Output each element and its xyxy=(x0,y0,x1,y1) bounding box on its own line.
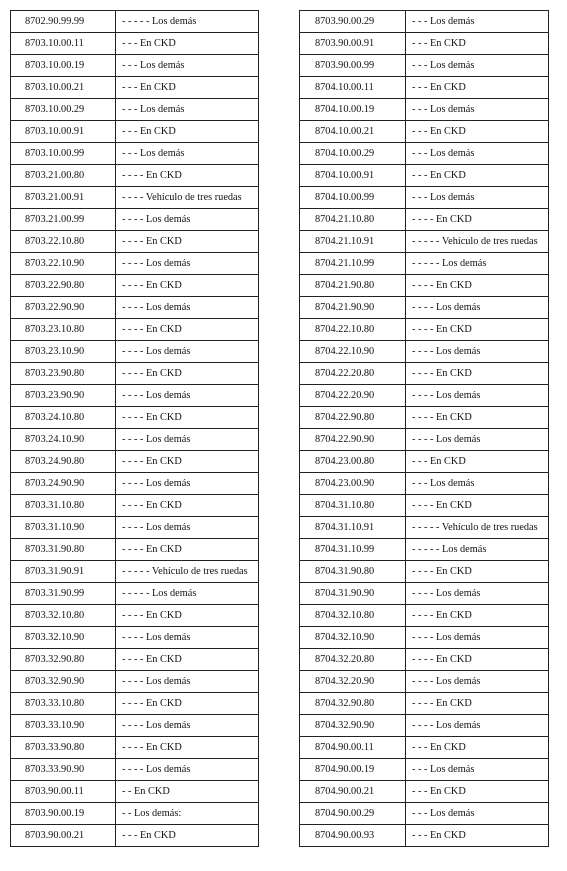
tariff-code: 8704.23.00.90 xyxy=(300,473,406,495)
tariff-code: 8704.31.90.90 xyxy=(300,583,406,605)
tariff-description: - - - - En CKD xyxy=(406,319,549,341)
tariff-description: - - - - Los demás xyxy=(406,627,549,649)
tariff-description: - - - - - Los demás xyxy=(116,583,259,605)
table-row xyxy=(300,693,549,715)
table-row xyxy=(300,165,549,187)
table-row xyxy=(11,495,259,517)
table-row xyxy=(11,385,259,407)
tariff-description: - - - - En CKD xyxy=(406,649,549,671)
tariff-description: - - - - En CKD xyxy=(116,407,259,429)
tariff-description: - - - Los demás xyxy=(406,187,549,209)
table-row xyxy=(11,55,259,77)
tariff-code: 8703.10.00.99 xyxy=(11,143,116,165)
tariff-code: 8703.31.90.80 xyxy=(11,539,116,561)
tariff-code: 8703.22.10.80 xyxy=(11,231,116,253)
tariff-description: - - - - Los demás xyxy=(116,517,259,539)
table-row xyxy=(300,605,549,627)
table-row xyxy=(11,561,259,583)
tariff-code: 8704.10.00.99 xyxy=(300,187,406,209)
table-row xyxy=(11,77,259,99)
table-row xyxy=(11,693,259,715)
tariff-code: 8703.21.00.80 xyxy=(11,165,116,187)
tariff-description: - - - En CKD xyxy=(406,825,549,847)
tariff-description: - - - En CKD xyxy=(406,77,549,99)
table-row xyxy=(11,187,259,209)
table-row xyxy=(11,165,259,187)
tariff-code: 8703.22.90.80 xyxy=(11,275,116,297)
table-row xyxy=(300,649,549,671)
tariff-code: 8703.23.90.90 xyxy=(11,385,116,407)
tariff-code: 8704.31.10.91 xyxy=(300,517,406,539)
tariff-description: - - - Los demás xyxy=(406,55,549,77)
tariff-code: 8703.31.90.99 xyxy=(11,583,116,605)
tariff-code: 8703.21.00.91 xyxy=(11,187,116,209)
table-row xyxy=(300,385,549,407)
tariff-code: 8703.22.10.90 xyxy=(11,253,116,275)
table-row xyxy=(300,187,549,209)
tariff-code: 8703.90.00.29 xyxy=(300,11,406,33)
tariff-description: - - - - Los demás xyxy=(406,429,549,451)
tariff-description: - - - - Los demás xyxy=(116,715,259,737)
tariff-description: - - - - En CKD xyxy=(406,275,549,297)
tariff-description: - - - - Los demás xyxy=(406,297,549,319)
tariff-description: - - - En CKD xyxy=(406,33,549,55)
tariff-description: - - - - Vehículo de tres ruedas xyxy=(116,187,259,209)
tariff-code: 8704.32.20.80 xyxy=(300,649,406,671)
table-row xyxy=(11,11,259,33)
tariff-code: 8704.90.00.11 xyxy=(300,737,406,759)
tariff-code: 8704.22.20.80 xyxy=(300,363,406,385)
tariff-code: 8704.10.00.11 xyxy=(300,77,406,99)
tariff-description: - - - - En CKD xyxy=(116,649,259,671)
tariff-code: 8703.24.10.80 xyxy=(11,407,116,429)
tariff-description: - - - - Los demás xyxy=(116,385,259,407)
tariff-code: 8704.23.00.80 xyxy=(300,451,406,473)
tariff-code: 8704.32.10.90 xyxy=(300,627,406,649)
table-row xyxy=(11,649,259,671)
tariff-code: 8704.32.90.90 xyxy=(300,715,406,737)
tariff-code: 8703.21.00.99 xyxy=(11,209,116,231)
table-row xyxy=(11,33,259,55)
tariff-description: - - - - Los demás xyxy=(406,583,549,605)
table-row xyxy=(300,737,549,759)
table-row xyxy=(300,275,549,297)
table-row xyxy=(300,407,549,429)
table-row xyxy=(300,583,549,605)
tariff-code: 8704.32.20.90 xyxy=(300,671,406,693)
tariff-description: - - - - Los demás xyxy=(116,627,259,649)
table-row xyxy=(11,759,259,781)
table-row xyxy=(300,231,549,253)
tariff-code: 8703.23.10.90 xyxy=(11,341,116,363)
tariff-code: 8703.90.00.11 xyxy=(11,781,116,803)
table-row xyxy=(11,231,259,253)
tariff-code: 8704.21.10.91 xyxy=(300,231,406,253)
tariff-description: - - - Los demás xyxy=(406,473,549,495)
tariff-table-left-body xyxy=(11,11,259,847)
tariff-description: - - - - Los demás xyxy=(116,759,259,781)
tariff-description: - - - En CKD xyxy=(406,121,549,143)
tariff-description: - - - - En CKD xyxy=(406,693,549,715)
tariff-code: 8703.32.10.80 xyxy=(11,605,116,627)
table-row xyxy=(11,517,259,539)
tariff-code: 8704.90.00.93 xyxy=(300,825,406,847)
table-row xyxy=(300,33,549,55)
tariff-code: 8703.90.00.91 xyxy=(300,33,406,55)
table-row xyxy=(11,715,259,737)
tariff-code: 8704.32.90.80 xyxy=(300,693,406,715)
tariff-description: - - - En CKD xyxy=(116,121,259,143)
tariff-description: - - - En CKD xyxy=(116,825,259,847)
table-row xyxy=(11,473,259,495)
table-row xyxy=(300,99,549,121)
tariff-code: 8703.24.90.90 xyxy=(11,473,116,495)
tariff-code: 8703.33.10.90 xyxy=(11,715,116,737)
tariff-code: 8703.24.10.90 xyxy=(11,429,116,451)
table-row xyxy=(11,825,259,847)
tariff-description: - - - - En CKD xyxy=(116,693,259,715)
tariff-code: 8704.31.10.99 xyxy=(300,539,406,561)
table-row xyxy=(300,627,549,649)
tariff-description: - - - - En CKD xyxy=(406,561,549,583)
tariff-code: 8703.32.90.80 xyxy=(11,649,116,671)
table-row xyxy=(300,55,549,77)
tariff-code: 8704.21.10.80 xyxy=(300,209,406,231)
table-row xyxy=(300,253,549,275)
table-row xyxy=(11,99,259,121)
table-row xyxy=(300,143,549,165)
tariff-description: - - - En CKD xyxy=(406,165,549,187)
table-row xyxy=(11,143,259,165)
tariff-description: - - - Los demás xyxy=(406,759,549,781)
tariff-code: 8704.21.90.80 xyxy=(300,275,406,297)
tariff-table-left xyxy=(10,10,259,847)
table-row xyxy=(300,451,549,473)
table-row xyxy=(300,671,549,693)
tariff-code: 8704.22.20.90 xyxy=(300,385,406,407)
table-row xyxy=(300,209,549,231)
tariff-description: - - - - En CKD xyxy=(116,451,259,473)
tariff-description: - - - En CKD xyxy=(406,451,549,473)
tariff-code: 8704.90.00.19 xyxy=(300,759,406,781)
table-row xyxy=(11,363,259,385)
tariff-code: 8703.90.00.21 xyxy=(11,825,116,847)
tariff-code: 8703.10.00.21 xyxy=(11,77,116,99)
tariff-description: - - - - - Los demás xyxy=(406,539,549,561)
tariff-code: 8704.22.90.90 xyxy=(300,429,406,451)
tariff-description: - - - - En CKD xyxy=(116,495,259,517)
tariff-description: - - - En CKD xyxy=(116,33,259,55)
tariff-code: 8703.90.00.19 xyxy=(11,803,116,825)
tariff-description: - - - - En CKD xyxy=(116,319,259,341)
tariff-code: 8703.31.10.80 xyxy=(11,495,116,517)
table-row xyxy=(11,671,259,693)
tariff-description: - - - - En CKD xyxy=(406,363,549,385)
table-row xyxy=(11,539,259,561)
tariff-code: 8703.33.10.80 xyxy=(11,693,116,715)
tariff-code: 8703.33.90.80 xyxy=(11,737,116,759)
tariff-description: - - - - - Los demás xyxy=(406,253,549,275)
tariff-code: 8702.90.99.99 xyxy=(11,11,116,33)
table-row xyxy=(300,781,549,803)
tariff-code: 8704.10.00.21 xyxy=(300,121,406,143)
tariff-code: 8703.10.00.91 xyxy=(11,121,116,143)
table-row xyxy=(11,209,259,231)
tariff-table-right xyxy=(299,10,549,847)
table-row xyxy=(11,605,259,627)
tariff-description: - - - - Los demás xyxy=(116,473,259,495)
table-row xyxy=(300,121,549,143)
tariff-code: 8703.33.90.90 xyxy=(11,759,116,781)
tariff-code: 8703.90.00.99 xyxy=(300,55,406,77)
tariff-code: 8703.23.90.80 xyxy=(11,363,116,385)
table-row xyxy=(300,561,549,583)
table-row xyxy=(11,121,259,143)
tariff-code: 8704.31.90.80 xyxy=(300,561,406,583)
tariff-description: - - - - En CKD xyxy=(406,407,549,429)
tariff-code: 8703.32.10.90 xyxy=(11,627,116,649)
tariff-code: 8703.22.90.90 xyxy=(11,297,116,319)
tariff-description: - - - - En CKD xyxy=(406,605,549,627)
table-row xyxy=(300,363,549,385)
table-row xyxy=(11,583,259,605)
tariff-code: 8703.32.90.90 xyxy=(11,671,116,693)
tariff-description: - - - Los demás xyxy=(406,99,549,121)
tariff-code: 8703.31.90.91 xyxy=(11,561,116,583)
tariff-code: 8704.90.00.21 xyxy=(300,781,406,803)
table-row xyxy=(11,275,259,297)
table-row xyxy=(11,451,259,473)
tariff-description: - - - En CKD xyxy=(406,781,549,803)
table-row xyxy=(300,759,549,781)
tariff-code: 8704.32.10.80 xyxy=(300,605,406,627)
tariff-description: - - - Los demás xyxy=(406,803,549,825)
tariff-code: 8703.10.00.29 xyxy=(11,99,116,121)
tariff-description: - - - - - Vehículo de tres ruedas xyxy=(406,231,549,253)
tariff-description: - - - En CKD xyxy=(406,737,549,759)
tariff-description: - - - En CKD xyxy=(116,77,259,99)
table-row xyxy=(11,429,259,451)
table-row xyxy=(11,297,259,319)
tariff-code: 8703.10.00.11 xyxy=(11,33,116,55)
tariff-code: 8704.21.90.90 xyxy=(300,297,406,319)
tariff-description: - - - - Los demás xyxy=(406,341,549,363)
table-row xyxy=(300,495,549,517)
tariff-description: - - - - Los demás xyxy=(116,341,259,363)
tariff-code: 8703.10.00.19 xyxy=(11,55,116,77)
table-row xyxy=(11,803,259,825)
tariff-code: 8704.10.00.19 xyxy=(300,99,406,121)
tariff-code: 8704.31.10.80 xyxy=(300,495,406,517)
tariff-description: - - - - Los demás xyxy=(116,429,259,451)
tariff-description: - - - - En CKD xyxy=(116,737,259,759)
table-row xyxy=(11,319,259,341)
table-row xyxy=(11,781,259,803)
tariff-description: - - - Los demás xyxy=(406,143,549,165)
tariff-description: - - - - - Vehículo de tres ruedas xyxy=(406,517,549,539)
tariff-description: - - - Los demás xyxy=(116,55,259,77)
tariff-description: - - - - En CKD xyxy=(116,275,259,297)
table-row xyxy=(300,319,549,341)
tariff-description: - - En CKD xyxy=(116,781,259,803)
tariff-code: 8704.10.00.29 xyxy=(300,143,406,165)
tariff-description: - - - - En CKD xyxy=(116,539,259,561)
tariff-description: - - - Los demás xyxy=(116,99,259,121)
table-row xyxy=(300,517,549,539)
table-row xyxy=(300,11,549,33)
tariff-code: 8704.22.10.80 xyxy=(300,319,406,341)
tariff-description: - - - - Los demás xyxy=(116,209,259,231)
tariff-code: 8704.21.10.99 xyxy=(300,253,406,275)
table-row xyxy=(300,539,549,561)
tariff-description: - - - Los demás xyxy=(406,11,549,33)
tariff-description: - - - - Los demás xyxy=(116,297,259,319)
tariff-code: 8704.10.00.91 xyxy=(300,165,406,187)
table-row xyxy=(11,341,259,363)
tariff-code: 8704.90.00.29 xyxy=(300,803,406,825)
tariff-code: 8704.22.10.90 xyxy=(300,341,406,363)
tariff-description: - - Los demás: xyxy=(116,803,259,825)
table-row xyxy=(300,825,549,847)
tariff-description: - - - - En CKD xyxy=(116,165,259,187)
table-row xyxy=(300,715,549,737)
tariff-description: - - - - En CKD xyxy=(406,495,549,517)
tariff-description: - - - - En CKD xyxy=(116,363,259,385)
tariff-description: - - - - Los demás xyxy=(116,253,259,275)
table-row xyxy=(300,429,549,451)
tariff-table-right-body xyxy=(300,11,549,847)
tariff-description: - - - - Los demás xyxy=(406,671,549,693)
table-row xyxy=(11,737,259,759)
table-row xyxy=(11,627,259,649)
tariff-description: - - - - En CKD xyxy=(406,209,549,231)
tariff-description: - - - - - Los demás xyxy=(116,11,259,33)
tariff-code: 8704.22.90.80 xyxy=(300,407,406,429)
table-row xyxy=(300,803,549,825)
table-row xyxy=(300,77,549,99)
tariff-code: 8703.31.10.90 xyxy=(11,517,116,539)
table-row xyxy=(300,297,549,319)
tariff-description: - - - - Los demás xyxy=(406,715,549,737)
table-row xyxy=(300,341,549,363)
tariff-code: 8703.24.90.80 xyxy=(11,451,116,473)
table-row xyxy=(300,473,549,495)
tariff-description: - - - - En CKD xyxy=(116,231,259,253)
tariff-description: - - - - En CKD xyxy=(116,605,259,627)
table-row xyxy=(11,253,259,275)
tariff-code: 8703.23.10.80 xyxy=(11,319,116,341)
tariff-description: - - - - Los demás xyxy=(116,671,259,693)
tariff-description: - - - Los demás xyxy=(116,143,259,165)
tariff-description: - - - - Los demás xyxy=(406,385,549,407)
table-row xyxy=(11,407,259,429)
tariff-description: - - - - - Vehículo de tres ruedas xyxy=(116,561,259,583)
